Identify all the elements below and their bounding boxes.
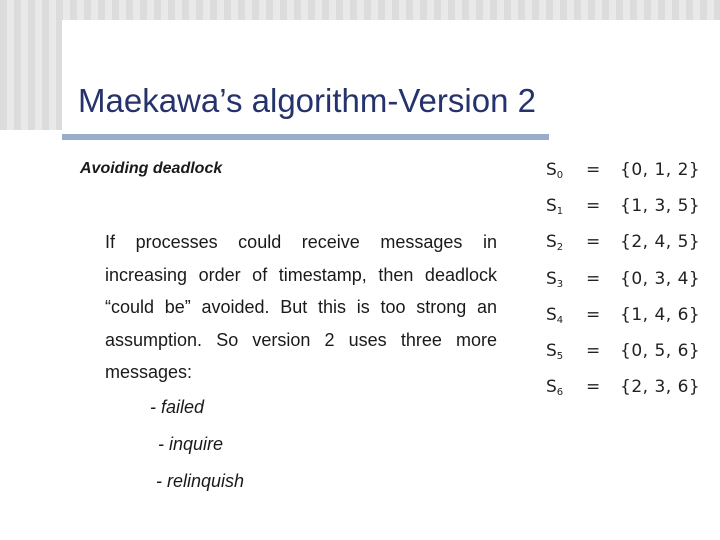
set-members: {2, 4, 5} [620, 232, 701, 253]
list-item-relinquish: - relinquish [156, 471, 245, 491]
body-paragraph: If processes could receive messages in increasing order of timestamp, then deadlock “could be” avoided. But this is too strong an assumption. So version 2 uses three more messages: [105, 232, 497, 382]
set-name: $S_2$ [546, 232, 564, 254]
equals-sign: = [586, 160, 601, 180]
message-list [150, 393, 244, 504]
list-item-failed: - failed [150, 397, 205, 417]
equals-sign: = [586, 268, 601, 289]
set-name: $S_0$ [546, 160, 564, 181]
set-members: {1, 4, 6} [620, 304, 701, 325]
set-name: $S_6$ [546, 377, 564, 399]
set-name: $S_1$ [546, 196, 564, 218]
quorum-set-row [546, 341, 716, 377]
quorum-set-row [546, 196, 716, 232]
set-members: {2, 3, 6} [620, 377, 701, 398]
quorum-set-list [546, 160, 716, 413]
list-item-inquire: - inquire [158, 434, 224, 454]
quorum-set-row [546, 232, 716, 268]
quorum-set-row [546, 377, 716, 413]
equals-sign: = [586, 232, 601, 253]
set-members: {0, 5, 6} [620, 340, 701, 361]
set-name: $S_4$ [546, 304, 564, 326]
equals-sign: = [586, 377, 601, 398]
equals-sign: = [586, 340, 601, 361]
set-members: {1, 3, 5} [620, 196, 701, 217]
quorum-set-row [546, 160, 716, 196]
quorum-set-row [546, 269, 716, 305]
equals-sign: = [586, 196, 601, 217]
title-underline [62, 134, 549, 140]
equals-sign: = [586, 304, 601, 325]
set-name: $S_5$ [546, 340, 564, 362]
quorum-set-row [546, 305, 716, 341]
set-members: {0, 3, 4} [620, 268, 701, 289]
set-name: $S_3$ [546, 268, 564, 290]
section-heading: Avoiding deadlock [80, 160, 223, 177]
set-members: {0, 1, 2} [620, 160, 701, 180]
slide-title: Maekawa’s algorithm-Version 2 [78, 82, 536, 119]
